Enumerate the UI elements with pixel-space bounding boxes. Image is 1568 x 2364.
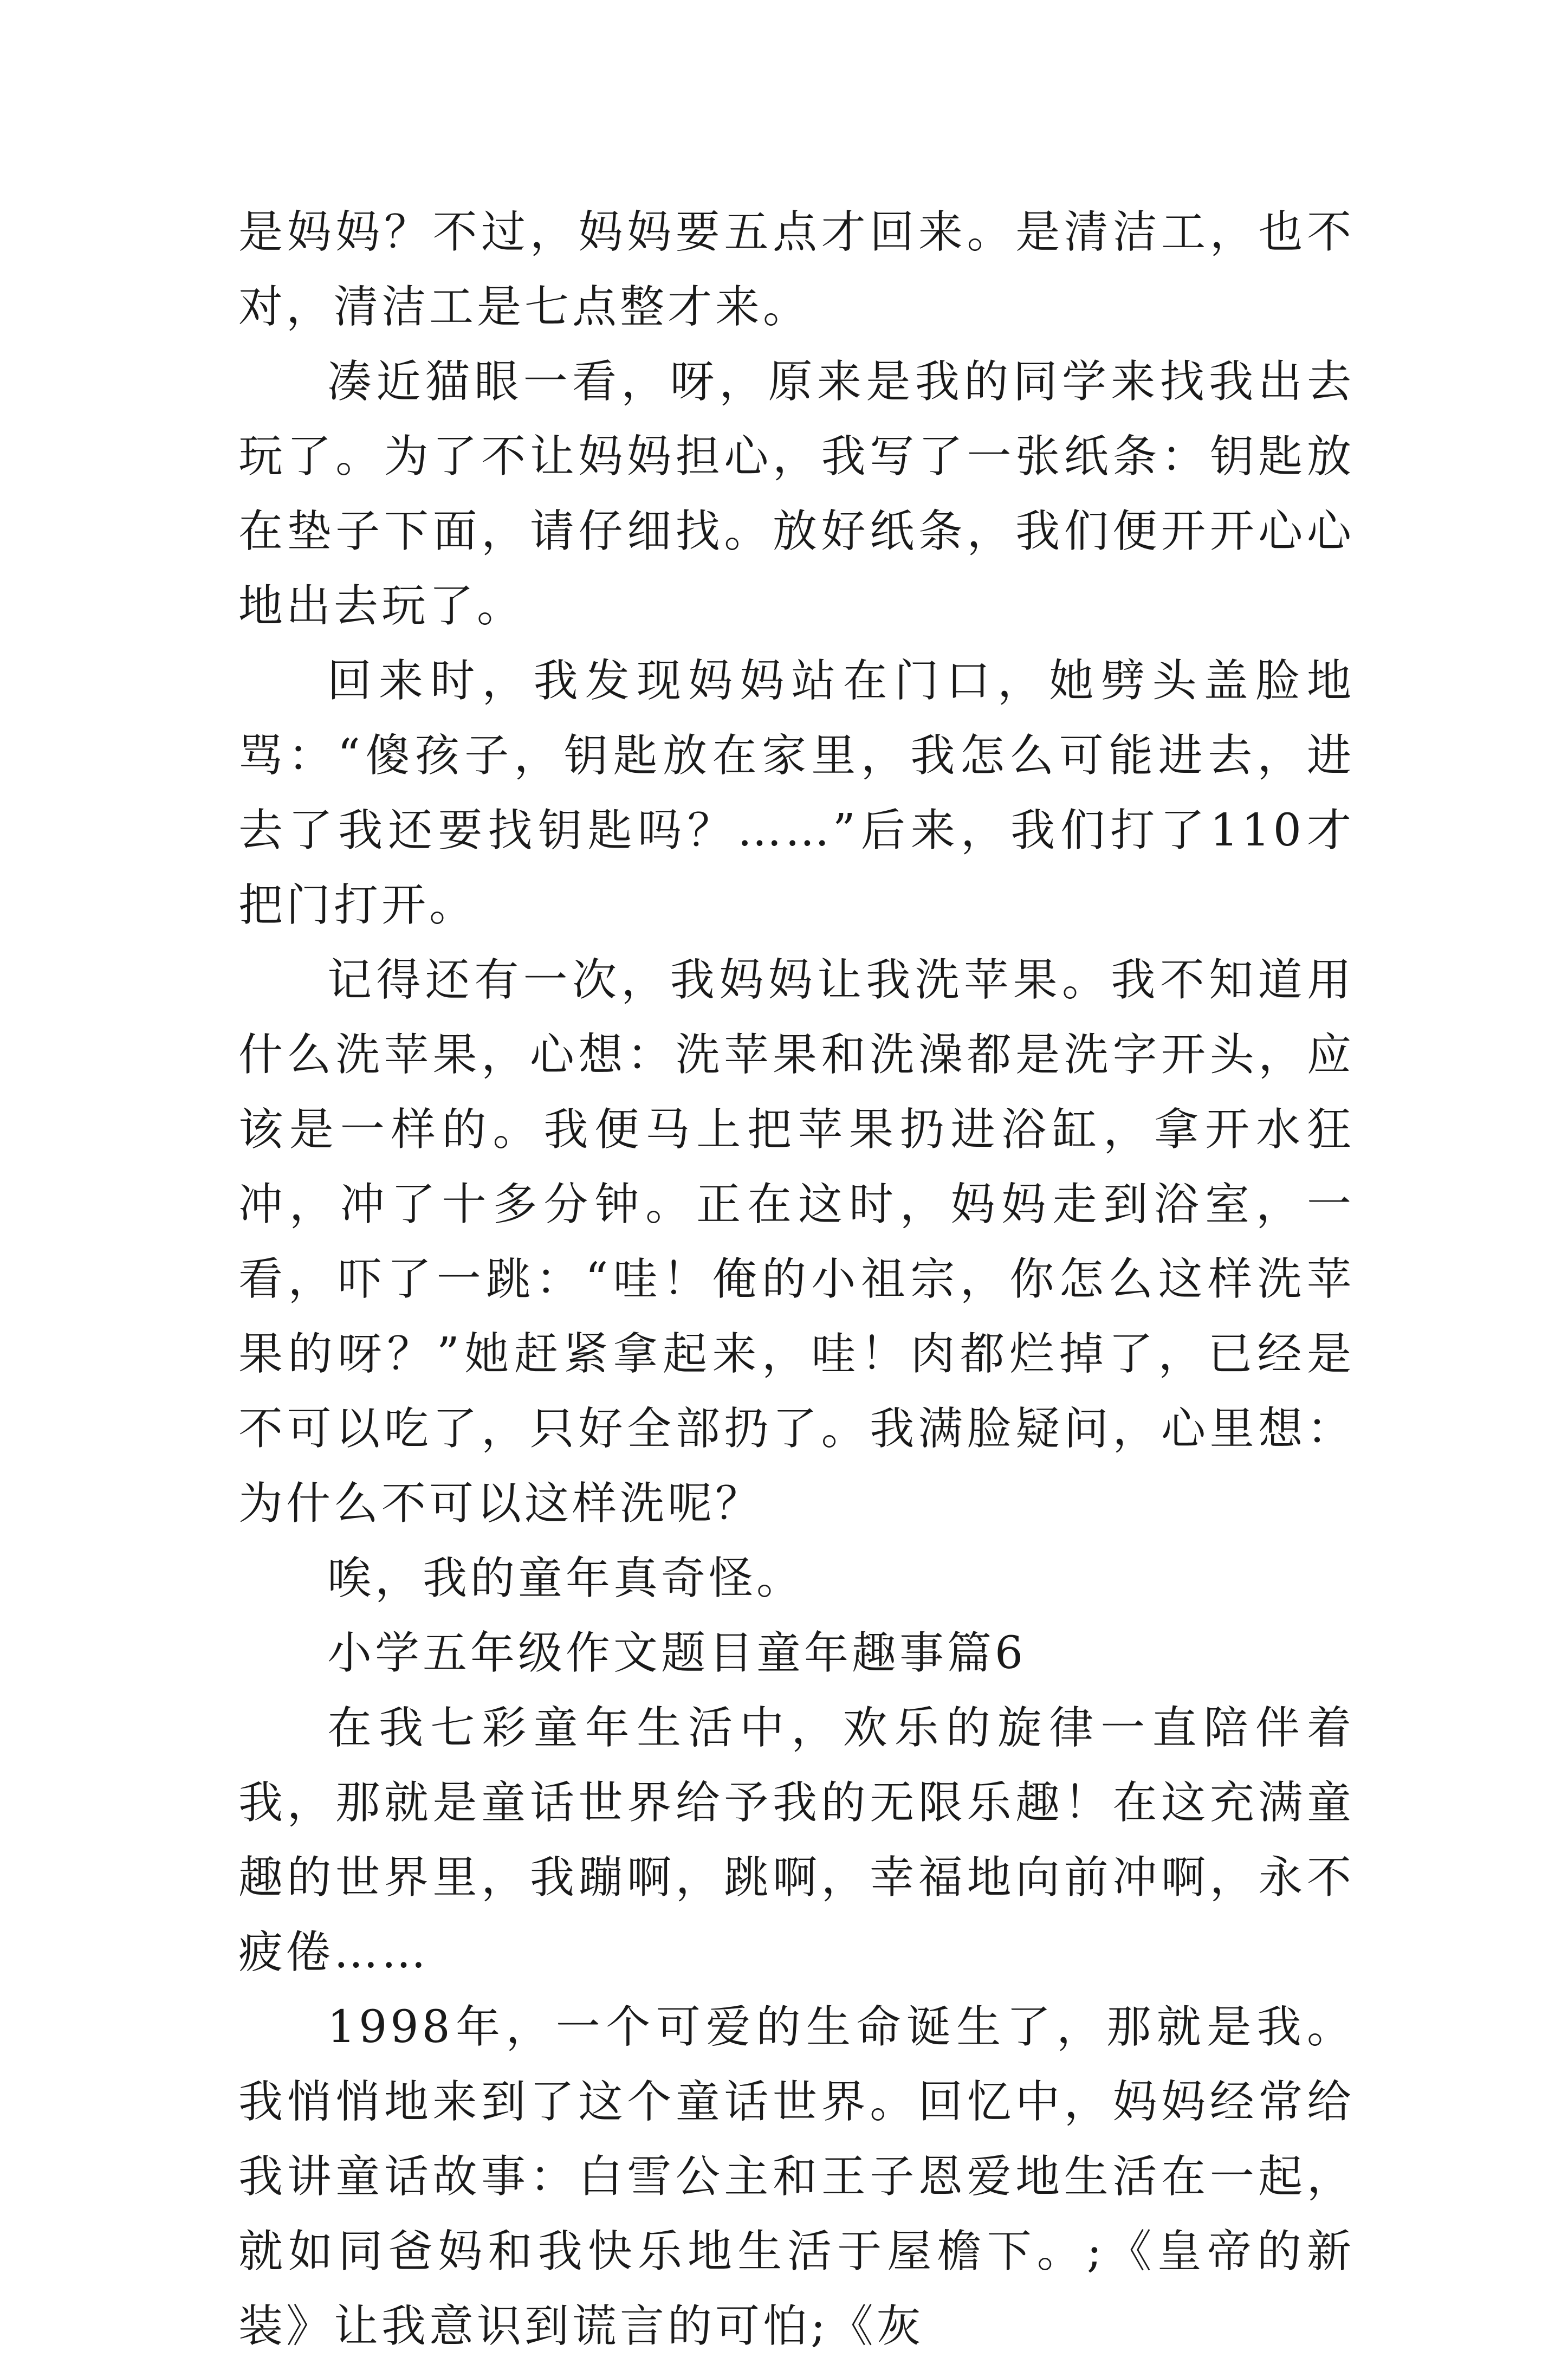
paragraph-6: 在我七彩童年生活中，欢乐的旋律一直陪伴着我，那就是童话世界给予我的无限乐趣！在这充满童趣的世界里，我蹦啊，跳啊，幸福地向前冲啊，永不疲倦…… — [238, 1702, 1355, 1978]
section-heading: 小学五年级作文题目童年趣事篇6 — [327, 1627, 1027, 1679]
paragraph-5: 唉，我的童年真奇怪。 — [327, 1553, 805, 1604]
paragraph-7: 1998年，一个可爱的生命诞生了，那就是我。我悄悄地来到了这个童话世界。回忆中，妈妈经常给我讲童话故事：白雪公主和王子恩爱地生活在一起，就如同爸妈和我快乐地生活于屋檐下。;《皇帝的新装》让我意识到谎言的可怕;《灰 — [238, 2001, 1355, 2352]
document-body — [238, 195, 1355, 2364]
paragraph-2: 凑近猫眼一看，呀，原来是我的同学来找我出去玩了。为了不让妈妈担心，我写了一张纸条：钥匙放在垫子下面，请仔细找。放好纸条，我们便开开心心地出去玩了。 — [238, 356, 1355, 632]
paragraph-1: 是妈妈？不过，妈妈要五点才回来。是清洁工，也不对，清洁工是七点整才来。 — [238, 206, 1355, 333]
paragraph-4: 记得还有一次，我妈妈让我洗苹果。我不知道用什么洗苹果，心想：洗苹果和洗澡都是洗字开头，应该是一样的。我便马上把苹果扔进浴缸，拿开水狂冲，冲了十多分钟。正在这时，妈妈走到浴室，一看，吓了一跳：“哇！俺的小祖宗，你怎么这样洗苹果的呀？”她赶紧拿起来，哇！肉都烂掉了，已经是不可以吃了，只好全部扔了。我满脸疑问，心里想：为什么不可以这样洗呢？ — [238, 954, 1355, 1529]
paragraph-3: 回来时，我发现妈妈站在门口，她劈头盖脸地骂：“傻孩子，钥匙放在家里，我怎么可能进去，进去了我还要找钥匙吗？……”后来，我们打了110才把门打开。 — [238, 655, 1355, 931]
